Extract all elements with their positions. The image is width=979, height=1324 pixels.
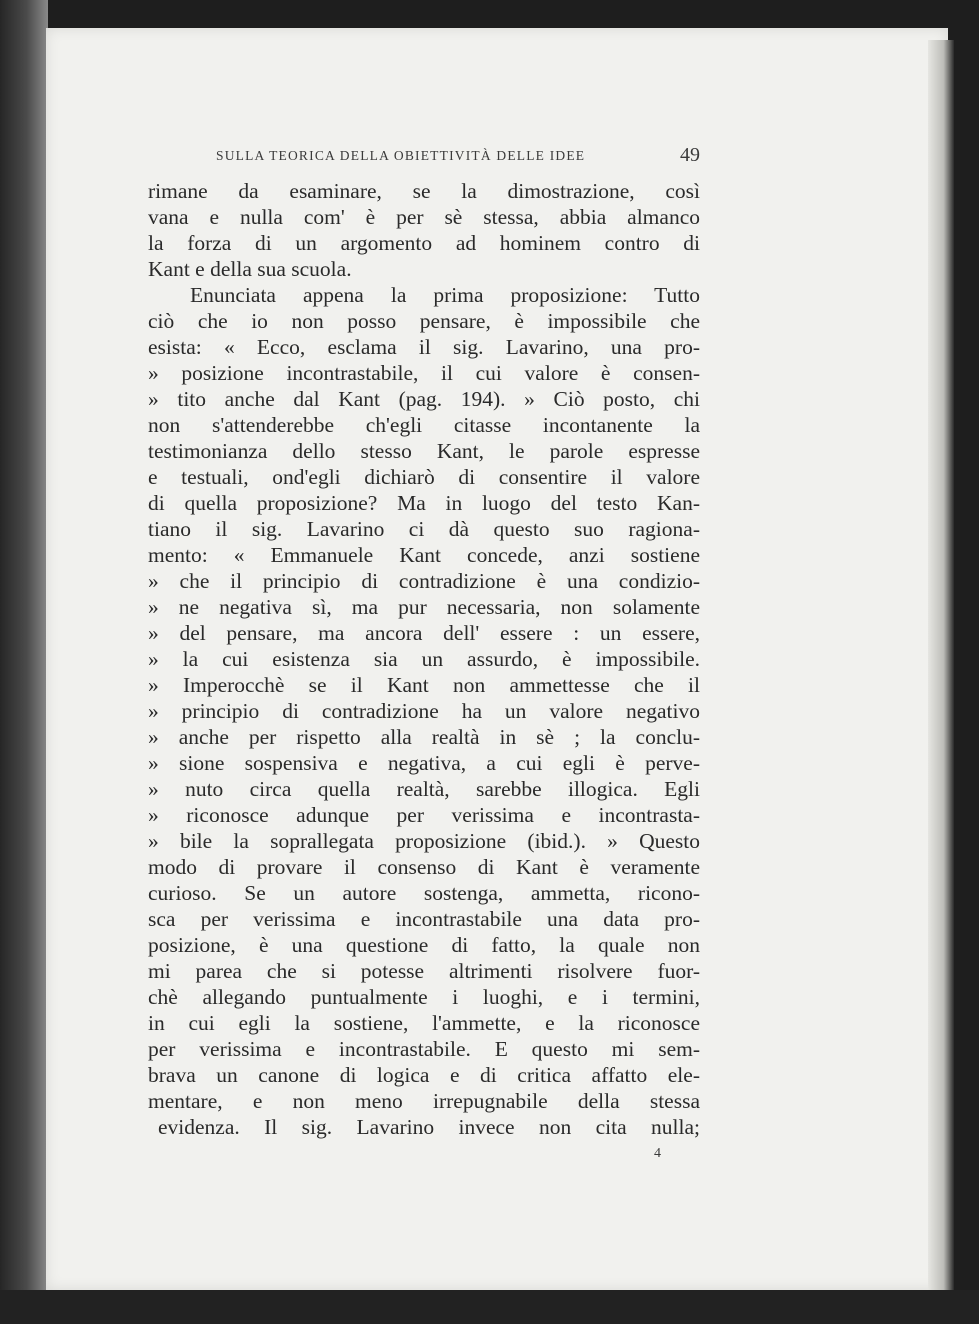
text-line: modo di provare il consenso di Kant è veramente: [148, 855, 700, 879]
text-line: per verissima e incontrastabile. E questo mi sem-: [148, 1037, 700, 1061]
text-line: » Imperocchè se il Kant non ammettesse che il: [148, 673, 700, 697]
text-line: » principio di contradizione ha un valore negativo: [148, 699, 700, 723]
text-line: ciò che io non posso pensare, è impossibile che: [148, 309, 700, 333]
text-line: » anche per rispetto alla realtà in sè ; la conclu-: [148, 725, 700, 749]
text-line: » riconosce adunque per verissima e incontrasta-: [148, 803, 700, 827]
text-line: Enunciata appena la prima proposizione: Tutto: [190, 283, 700, 307]
text-line: brava un canone di logica e di critica affatto ele-: [148, 1063, 700, 1087]
text-line: » tito anche dal Kant (pag. 194). » Ciò posto, chi: [148, 387, 700, 411]
page-curl-right-edge: [928, 40, 954, 1290]
text-line: » che il principio di contradizione è una condizio-: [148, 569, 700, 593]
text-line: » bile la soprallegata proposizione (ibid.). » Questo: [148, 829, 700, 853]
text-line: vana e nulla com' è per sè stessa, abbia almanco: [148, 205, 700, 229]
text-line: » sione sospensiva e negativa, a cui egli è perve-: [148, 751, 700, 775]
page-number: 49: [680, 144, 700, 166]
text-line: in cui egli la sostiene, l'ammette, e la riconosce: [148, 1011, 700, 1035]
text-line: non s'attenderebbe ch'egli citasse incontanente la: [148, 413, 700, 437]
text-line: » nuto circa quella realtà, sarebbe illogica. Egli: [148, 777, 700, 801]
text-line: » del pensare, ma ancora dell' essere : un essere,: [148, 621, 700, 645]
page-header: [216, 144, 700, 170]
scan-bottom-edge: [0, 1290, 979, 1324]
text-line: chè allegando puntualmente i luoghi, e i termini,: [148, 985, 700, 1009]
text-line: » posizione incontrastabile, il cui valore è consen-: [148, 361, 700, 385]
signature-mark: 4: [654, 1146, 661, 1161]
running-title: SULLA TEORICA DELLA OBIETTIVITÀ DELLE IDEE: [216, 148, 586, 163]
text-line: curioso. Se un autore sostenga, ammetta, ricono-: [148, 881, 700, 905]
text-line: rimane da esaminare, se la dimostrazione, così: [148, 179, 700, 203]
text-line: e testuali, ond'egli dichiarò di consentire il valore: [148, 465, 700, 489]
text-line: Kant e della sua scuola.: [148, 257, 352, 281]
text-line: mi parea che si potesse altrimenti risolvere fuor-: [148, 959, 700, 983]
body-text: [148, 178, 700, 1140]
text-line: mento: « Emmanuele Kant concede, anzi sostiene: [148, 543, 700, 567]
text-line: posizione, è una questione di fatto, la quale non: [148, 933, 700, 957]
text-line: mentare, e non meno irrepugnabile della stessa: [148, 1089, 700, 1113]
scan-left-edge: [0, 0, 48, 1324]
text-line: esista: « Ecco, esclama il sig. Lavarino, una pro-: [148, 335, 700, 359]
text-line: » ne negativa sì, ma pur necessaria, non solamente: [148, 595, 700, 619]
text-line: evidenza. Il sig. Lavarino invece non cita nulla;: [158, 1115, 700, 1139]
text-line: di quella proposizione? Ma in luogo del testo Kan-: [148, 491, 700, 515]
text-line: sca per verissima e incontrastabile una data pro-: [148, 907, 700, 931]
text-line: tiano il sig. Lavarino ci dà questo suo ragiona-: [148, 517, 700, 541]
text-line: » la cui esistenza sia un assurdo, è impossibile.: [148, 647, 700, 671]
text-line: la forza di un argomento ad hominem contro di: [148, 231, 700, 255]
text-line: testimonianza dello stesso Kant, le parole espresse: [148, 439, 700, 463]
